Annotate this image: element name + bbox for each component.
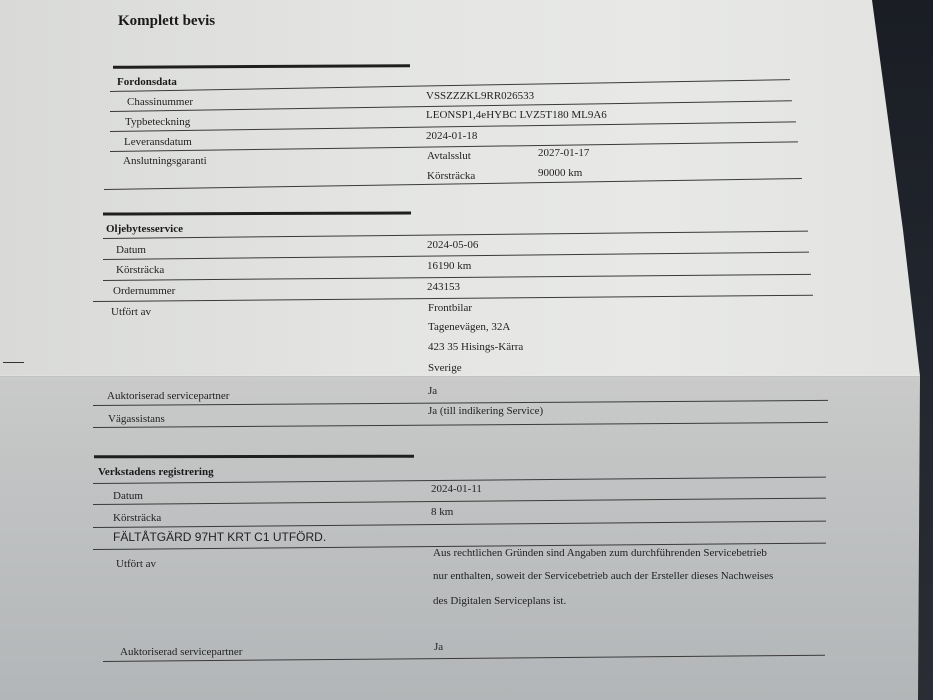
value-workshop-street: Tagenevägen, 32A	[428, 321, 511, 333]
label-utfort-av-olja: Utfört av	[111, 306, 152, 318]
label-datum-verkstad: Datum	[113, 490, 143, 502]
label-avtalsslut: Avtalsslut	[427, 150, 471, 162]
value-vagassistans: Ja (till indikering Service)	[428, 405, 544, 417]
margin-mark	[3, 362, 24, 363]
label-datum-olja: Datum	[116, 244, 146, 256]
label-leveransdatum: Leveransdatum	[124, 136, 192, 148]
section-heading-verkstadens-registrering: Verkstadens registrering	[98, 466, 214, 478]
label-korstracka-verkstad: Körsträcka	[113, 512, 162, 524]
label-auktoriserad-olja: Auktoriserad servicepartner	[107, 390, 230, 402]
value-korstracka-olja: 16190 km	[427, 260, 472, 272]
value-ordernummer: 243153	[427, 281, 460, 293]
label-typbeteckning: Typbeteckning	[125, 116, 191, 128]
field-action-note: FÄLTÅTGÄRD 97HT KRT C1 UTFÖRD.	[113, 530, 327, 544]
value-workshop-name: Frontbilar	[428, 302, 472, 314]
value-leveransdatum: 2024-01-18	[426, 130, 478, 142]
label-chassinummer: Chassinummer	[127, 96, 193, 108]
value-legal-notice-line3: des Digitalen Serviceplans ist.	[433, 595, 567, 607]
value-korstracka-verkstad: 8 km	[431, 506, 454, 518]
value-typbeteckning: LEONSP1,4eHYBC LVZ5T180 ML9A6	[426, 109, 607, 121]
label-korstracka-olja: Körsträcka	[116, 264, 165, 276]
section-heading-fordonsdata: Fordonsdata	[117, 76, 177, 88]
value-legal-notice-line1: Aus rechtlichen Gründen sind Angaben zum durchführenden Servicebetrieb	[433, 547, 767, 559]
value-auktoriserad-olja: Ja	[428, 385, 438, 397]
value-korstracka-garanti: 90000 km	[538, 167, 583, 179]
section-bar-verkstadens-registrering	[94, 455, 414, 459]
label-anslutningsgaranti: Anslutningsgaranti	[123, 155, 207, 167]
document-title: Komplett bevis	[118, 13, 216, 29]
label-ordernummer: Ordernummer	[113, 285, 176, 297]
value-datum-verkstad: 2024-01-11	[431, 483, 482, 495]
label-korstracka-garanti: Körsträcka	[427, 170, 476, 182]
value-workshop-postal: 423 35 Hisings-Kärra	[428, 341, 524, 353]
section-heading-oljebytesservice: Oljebytesservice	[106, 223, 183, 235]
label-auktoriserad-verkstad: Auktoriserad servicepartner	[120, 646, 243, 658]
value-datum-olja: 2024-05-06	[427, 239, 479, 251]
paper-fold	[0, 375, 920, 377]
value-legal-notice-line2: nur enthalten, soweit der Servicebetrieb auch der Ersteller dieses Nachweises	[433, 570, 774, 582]
value-avtalsslut: 2027-01-17	[538, 147, 590, 159]
value-auktoriserad-verkstad: Ja	[434, 641, 444, 653]
value-chassinummer: VSSZZZKL9RR026533	[426, 90, 535, 102]
value-workshop-country: Sverige	[428, 362, 462, 374]
label-vagassistans: Vägassistans	[108, 413, 165, 425]
label-utfort-av-verkstad: Utfört av	[116, 558, 157, 570]
